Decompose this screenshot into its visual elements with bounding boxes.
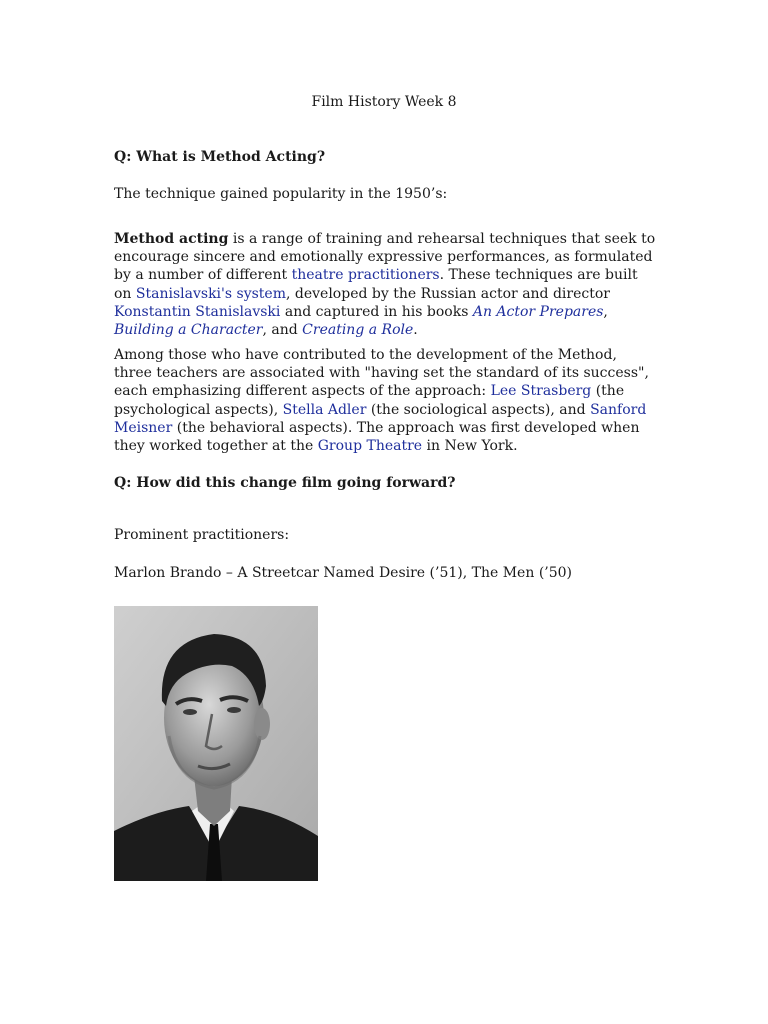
link-stanislavski-system[interactable]: Stanislavski's system: [135, 285, 286, 302]
intro-sentence: The technique gained popularity in the 1950’s:: [114, 186, 448, 202]
brando-films-line: Marlon Brando – A Streetcar Named Desire (’51), The Men (’50): [114, 565, 573, 581]
link-lee-strasberg[interactable]: Lee Strasberg: [490, 383, 592, 400]
paragraph-method-definition: [114, 230, 659, 339]
text-segment: .: [413, 322, 418, 339]
link-building-a-character[interactable]: Building a Character: [114, 322, 263, 339]
link-konstantin-stanislavski[interactable]: Konstantin Stanislavski: [114, 303, 281, 320]
link-group-theatre[interactable]: Group Theatre: [317, 438, 423, 455]
text-segment: in New York.: [422, 438, 518, 455]
practitioners-label: Prominent practitioners:: [114, 527, 290, 543]
text-segment: is a range of training and rehearsal techniques that seek to encourage sincere and emotionally expressive performances, as formulated by a number of different: [114, 231, 656, 284]
text-segment: (the sociological aspects), and: [366, 401, 591, 418]
text-segment: , and: [262, 322, 303, 339]
link-creating-a-role[interactable]: Creating a Role: [302, 322, 414, 339]
term-method-acting: Method acting: [114, 231, 229, 247]
text-segment: (the psychological aspects),: [114, 383, 625, 418]
text-segment: Among those who have contributed to the development of the Method, three teachers are associated with "having set the standard of its success", each emphasizing different aspects of the approach:: [114, 347, 649, 400]
link-sanford-meisner[interactable]: Sanford Meisner: [114, 401, 647, 436]
text-segment: (the behavioral aspects). The approach was first developed when they worked together at the: [114, 419, 640, 455]
text-segment: , developed by the Russian actor and director: [285, 285, 610, 302]
text-segment: . These techniques are built on: [114, 267, 638, 302]
paragraph-method-teachers: [114, 346, 659, 455]
document-title: Film History Week 8: [311, 94, 457, 110]
text-segment: and captured in his books: [280, 303, 473, 320]
marlon-brando-portrait-photo: [114, 606, 318, 881]
link-theatre-practitioners[interactable]: theatre practitioners: [291, 267, 440, 284]
link-stella-adler[interactable]: Stella Adler: [282, 401, 367, 418]
text-segment: ,: [603, 303, 608, 320]
question-method-acting: Q: What is Method Acting?: [114, 149, 326, 165]
question-film-change: Q: How did this change film going forward?: [114, 475, 456, 491]
link-an-actor-prepares[interactable]: An Actor Prepares: [472, 303, 604, 320]
